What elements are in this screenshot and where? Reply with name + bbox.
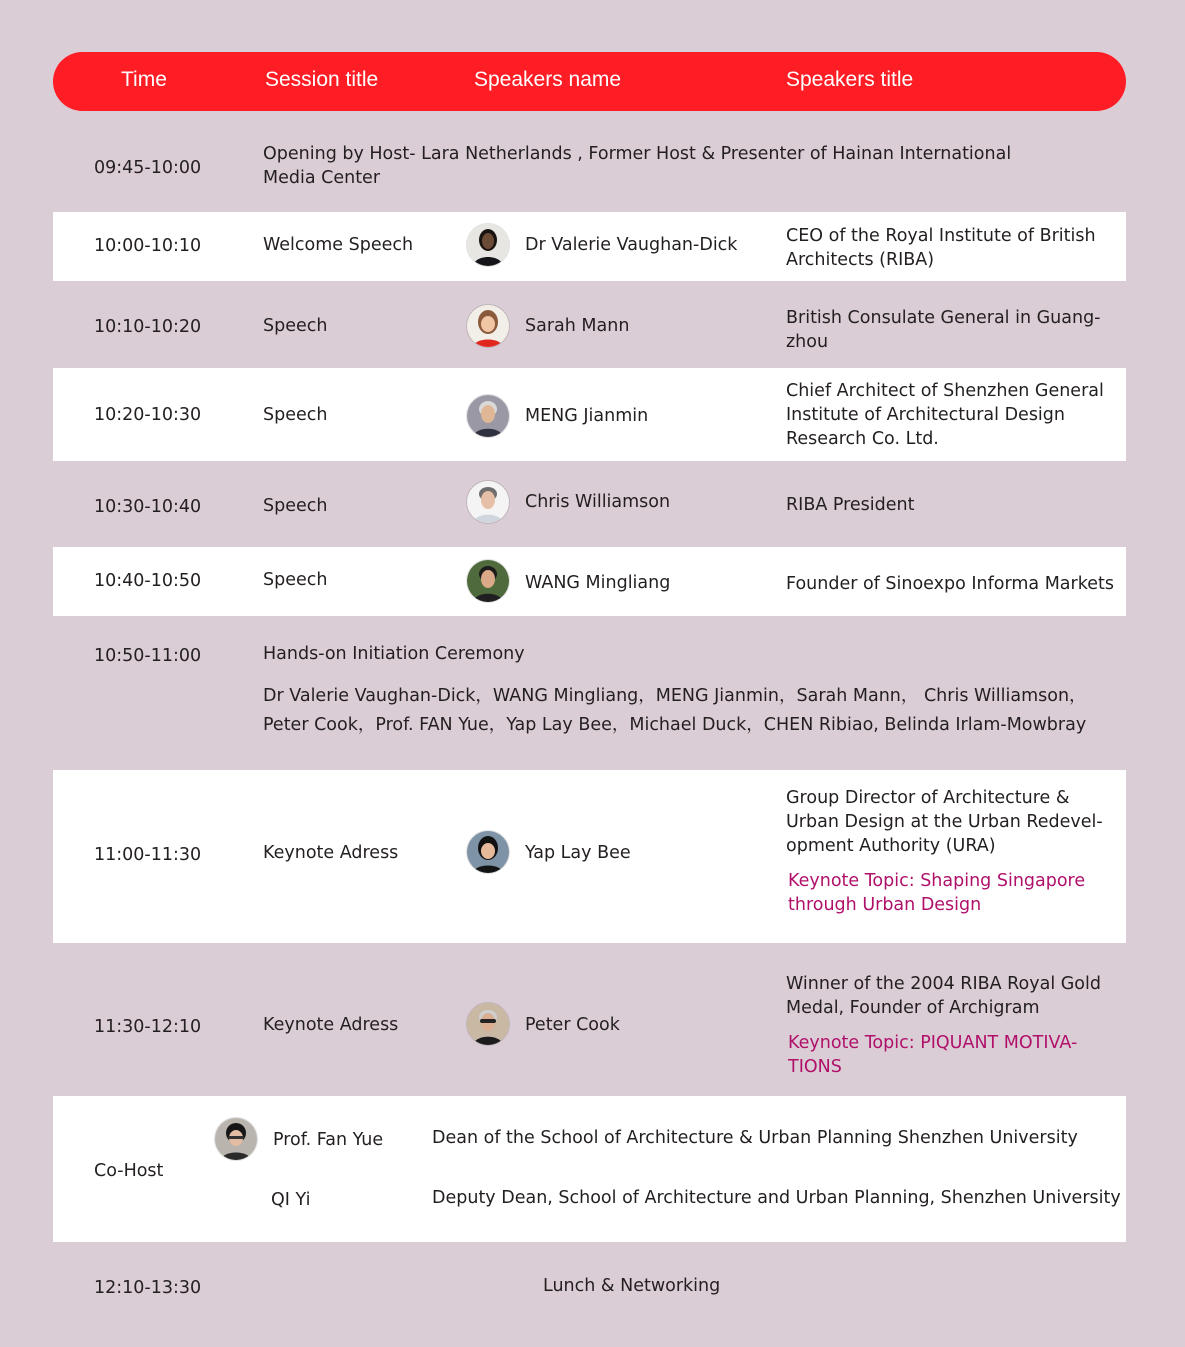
speaker-avatar	[467, 481, 509, 523]
row-time: 10:40-10:50	[94, 571, 202, 591]
header-time: Time	[121, 68, 167, 91]
opening-text-line1: Opening by Host- Lara Netherlands , Former Host & Presenter of Hainan International	[263, 144, 1012, 164]
speaker-name: WANG Mingliang	[525, 573, 671, 593]
row-session: Speech	[263, 405, 328, 425]
speaker-name: Yap Lay Bee	[525, 843, 631, 863]
opening-text-line2: Media Center	[263, 168, 381, 188]
row-session: Keynote Adress	[263, 1015, 399, 1035]
speaker-title-line: zhou	[786, 332, 829, 352]
speaker-name: Chris Williamson	[525, 492, 671, 512]
speaker-title-line: opment Authority (URA)	[786, 836, 996, 856]
speaker-name: Peter Cook	[525, 1015, 620, 1035]
speaker-avatar	[467, 395, 509, 437]
speaker-title-line: CEO of the Royal Institute of British	[786, 226, 1096, 246]
speaker-name: Dr Valerie Vaughan-Dick	[525, 235, 738, 255]
ceremony-title: Hands-on Initiation Ceremony	[263, 644, 525, 664]
speaker-title-line: Chief Architect of Shenzhen General	[786, 381, 1104, 401]
speaker-avatar	[467, 305, 509, 347]
speaker-title-line: British Consulate General in Guang-	[786, 308, 1101, 328]
row-time: 11:30-12:10	[94, 1017, 202, 1037]
speaker-title-line: Urban Design at the Urban Redevel-	[786, 812, 1103, 832]
row-time: 10:10-10:20	[94, 317, 202, 337]
row-time: 10:20-10:30	[94, 405, 202, 425]
cohost-avatar	[215, 1118, 257, 1160]
speaker-title-line: Medal, Founder of Archigram	[786, 998, 1040, 1018]
row-band	[53, 1096, 1126, 1242]
cohost-name: Prof. Fan Yue	[273, 1130, 384, 1150]
speaker-avatar	[467, 831, 509, 873]
speaker-title-line: Architects (RIBA)	[786, 250, 935, 270]
header-session-title: Session title	[265, 68, 379, 91]
speaker-avatar	[467, 224, 509, 266]
speaker-title-line: Group Director of Architecture &	[786, 788, 1070, 808]
row-time: 10:00-10:10	[94, 236, 202, 256]
keynote-topic-line: Keynote Topic: PIQUANT MOTIVA-	[788, 1033, 1078, 1053]
cohost-title: Dean of the School of Architecture & Urban Planning Shenzhen University	[432, 1128, 1078, 1148]
speaker-title-line: Research Co. Ltd.	[786, 429, 939, 449]
speaker-avatar	[467, 1003, 509, 1045]
ceremony-names-line1: Dr Valerie Vaughan-Dick，WANG Mingliang，MENG Jianmin，Sarah Mann， Chris Williamson，	[263, 686, 1087, 706]
ceremony-names-line2: Peter Cook，Prof. FAN Yue，Yap Lay Bee，Michael Duck，CHEN Ribiao, Belinda Irlam-Mowbray	[263, 715, 1087, 735]
row-session: Keynote Adress	[263, 843, 399, 863]
cohost-name: QI Yi	[271, 1190, 311, 1210]
schedule-header	[53, 52, 1126, 111]
row-time: 10:30-10:40	[94, 497, 202, 517]
keynote-topic-line: through Urban Design	[788, 895, 982, 915]
row-time: 10:50-11:00	[94, 646, 202, 666]
header-speakers-title: Speakers title	[786, 68, 914, 91]
lunch-text: Lunch & Networking	[543, 1276, 721, 1296]
speaker-name: Sarah Mann	[525, 316, 630, 336]
speaker-title-line: Winner of the 2004 RIBA Royal Gold	[786, 974, 1101, 994]
row-time: 12:10-13:30	[94, 1278, 202, 1298]
speaker-title-line: Institute of Architectural Design	[786, 405, 1065, 425]
row-time: 11:00-11:30	[94, 845, 202, 865]
row-session: Speech	[263, 496, 328, 516]
speaker-title-line: Founder of Sinoexpo Informa Markets	[786, 574, 1114, 594]
row-session: Welcome Speech	[263, 235, 414, 255]
header-speakers-name: Speakers name	[474, 68, 622, 91]
cohost-title: Deputy Dean, School of Architecture and Urban Planning, Shenzhen University	[432, 1188, 1121, 1208]
keynote-topic-line: TIONS	[788, 1057, 842, 1077]
row-time: 09:45-10:00	[94, 158, 202, 178]
speaker-avatar	[467, 560, 509, 602]
keynote-topic-line: Keynote Topic: Shaping Singapore	[788, 871, 1086, 891]
speaker-name: MENG Jianmin	[525, 406, 649, 426]
speaker-title-line: RIBA President	[786, 495, 915, 515]
row-session: Speech	[263, 570, 328, 590]
row-session: Speech	[263, 316, 328, 336]
cohost-label: Co-Host	[94, 1161, 164, 1181]
